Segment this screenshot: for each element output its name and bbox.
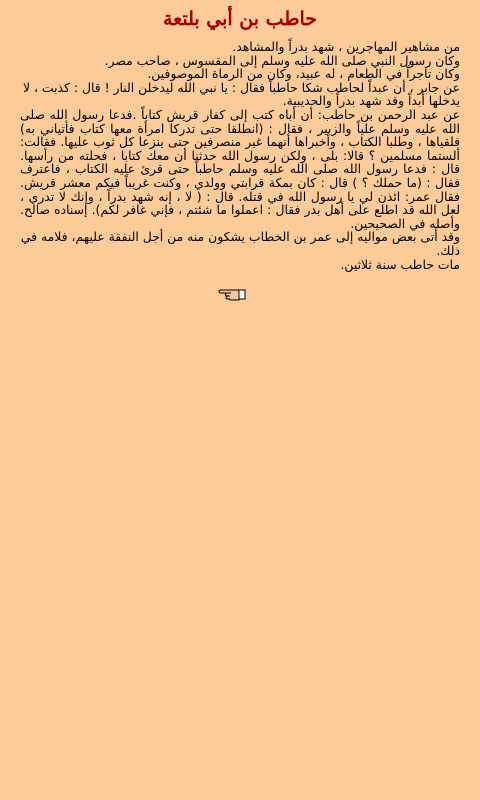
paragraph-death: مات حاطب سنة ثلاثين. bbox=[340, 256, 460, 272]
page-title: حاطب بن أبي بلتعة bbox=[163, 8, 317, 30]
pointing-hand-icon[interactable] bbox=[217, 285, 247, 303]
paragraph-servants: وقد أتى بعض مواليه إلى عمر بن الخطاب يشكون منه من أجل النفقة عليهم، فلامه في ذلك. bbox=[20, 229, 460, 258]
paragraph-merchant: وكان تاجراً في الطعام ، له عبيد، وكان من الرماة الموصوفين. bbox=[147, 66, 460, 82]
paragraph-envoy: وكان رسول النبي صلى الله عليه وسلم إلى المقسوس ، صاحب مصر. bbox=[104, 52, 460, 68]
paragraph-intro: من مشاهير المهاجرين ، شهد بدراً والمشاهد. bbox=[232, 39, 460, 54]
paragraph-jabir-hadith: عن جابر ، أن عبداً لحاطب شكا حاطباً فقال : يا نبي الله ليدخلن النار ! قال : كذبت ، لا يدخلها أبداً وقد شهد بدراً والحديبية. bbox=[22, 79, 460, 109]
paragraph-letter-story: عن عبد الرحمن بن حاطب: أن أباه كتب إلى كفار قريش كتاباً .فدعا رسول الله صلى الله عليه وسلم علياً والزبير ، فقال : (انطلقا حتى تدركا امرأة معها كتاب فأتياني به) فلقياها ، وطلبا الكتاب ، وأخبراها أنهما غير منصرفين حتى ينزعا كل ثوب عليها. فقالت: ألستما مسلمين ؟ قالا: بلى ، ولكن رسول الله حدثنا أن معك كتابا ، فحلته من رأسها. قال : فدعا رسول الله صلى الله عليه وسلم حاطباً حتى قرئ عليه الكتاب ، فاعترف فقال : (ما حملك ؟ ) قال : كان بمكة قرابتي وولدي ، وكنت غريباً فيكم معشر قريش. فقال عمر: ائذن لي يا رسول الله في قتله. قال : ( لا ، إنه شهد بدراً ، وإنك لا تدري ، لعل الله قد اطلع على أهل بدر فقال : اعملوا ما شئتم ، فإني غافر لكم). إسناده صالح. وأصله في الصحيحين. bbox=[20, 106, 460, 231]
article-body bbox=[20, 40, 460, 271]
